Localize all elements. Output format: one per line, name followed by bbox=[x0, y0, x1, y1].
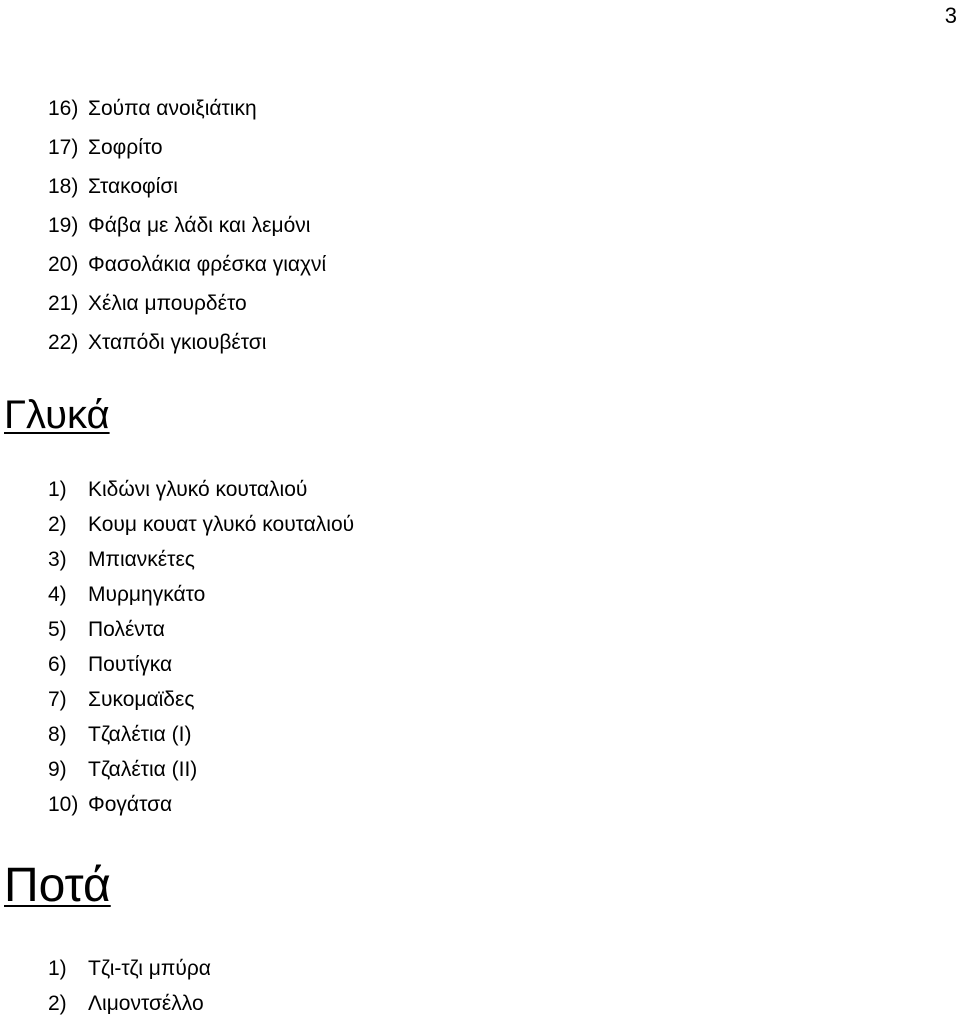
page-number: 3 bbox=[944, 3, 957, 28]
item-number: 19) bbox=[48, 214, 79, 237]
item-text: Σοφρίτο bbox=[88, 136, 163, 159]
item-number: 20) bbox=[48, 253, 79, 276]
item-text: Πολέντα bbox=[88, 618, 165, 641]
list-item bbox=[48, 128, 326, 167]
list-item bbox=[48, 542, 354, 577]
list-item bbox=[48, 612, 354, 647]
list-item bbox=[48, 647, 354, 682]
item-number: 1) bbox=[48, 957, 67, 980]
list-item bbox=[48, 682, 354, 717]
list-item bbox=[48, 986, 211, 1021]
dessert-list bbox=[48, 472, 354, 822]
list-item bbox=[48, 752, 354, 787]
item-text: Λιμοντσέλλο bbox=[88, 992, 204, 1015]
item-text: Φογάτσα bbox=[88, 793, 173, 816]
section-heading-gluka: Γλυκά bbox=[4, 393, 110, 437]
item-number: 16) bbox=[48, 97, 79, 120]
item-text: Τζαλέτια (ΙΙ) bbox=[88, 758, 198, 781]
list-item bbox=[48, 577, 354, 612]
list-item bbox=[48, 472, 354, 507]
item-number: 2) bbox=[48, 992, 67, 1015]
item-text: Φάβα με λάδι και λεμόνι bbox=[88, 214, 311, 237]
item-number: 17) bbox=[48, 136, 79, 159]
item-text: Φασολάκια φρέσκα γιαχνί bbox=[88, 253, 327, 276]
item-number: 4) bbox=[48, 583, 67, 606]
item-number: 9) bbox=[48, 758, 67, 781]
item-number: 10) bbox=[48, 793, 79, 816]
section-heading-pota: Ποτά bbox=[4, 859, 111, 912]
item-number: 2) bbox=[48, 513, 67, 536]
item-number: 21) bbox=[48, 292, 79, 315]
item-number: 18) bbox=[48, 175, 79, 198]
item-number: 6) bbox=[48, 653, 67, 676]
drinks-list bbox=[48, 951, 211, 1021]
item-text: Μυρμηγκάτο bbox=[88, 583, 206, 606]
item-number: 1) bbox=[48, 478, 67, 501]
recipe-list-continued bbox=[48, 89, 326, 362]
item-text: Στακοφίσι bbox=[88, 175, 178, 198]
item-text: Χέλια μπουρδέτο bbox=[88, 292, 247, 315]
item-text: Τζαλέτια (Ι) bbox=[88, 723, 192, 746]
item-text: Χταπόδι γκιουβέτσι bbox=[88, 331, 267, 354]
list-item bbox=[48, 951, 211, 986]
list-item bbox=[48, 507, 354, 542]
item-number: 3) bbox=[48, 548, 67, 571]
item-number: 5) bbox=[48, 618, 67, 641]
list-item bbox=[48, 284, 326, 323]
item-text: Κουμ κουατ γλυκό κουταλιού bbox=[88, 513, 355, 536]
item-text: Μπιανκέτες bbox=[88, 548, 195, 571]
item-number: 7) bbox=[48, 688, 67, 711]
item-text: Πουτίγκα bbox=[88, 653, 173, 676]
list-item bbox=[48, 245, 326, 284]
list-item bbox=[48, 717, 354, 752]
list-item bbox=[48, 787, 354, 822]
item-number: 8) bbox=[48, 723, 67, 746]
item-text: Συκομαϊδες bbox=[88, 688, 195, 711]
item-number: 22) bbox=[48, 331, 79, 354]
item-text: Τζι-τζι μπύρα bbox=[88, 957, 211, 980]
list-item bbox=[48, 323, 326, 362]
list-item bbox=[48, 89, 326, 128]
list-item bbox=[48, 206, 326, 245]
item-text: Σούπα ανοιξιάτικη bbox=[88, 97, 257, 120]
item-text: Κιδώνι γλυκό κουταλιού bbox=[88, 478, 308, 501]
list-item bbox=[48, 167, 326, 206]
